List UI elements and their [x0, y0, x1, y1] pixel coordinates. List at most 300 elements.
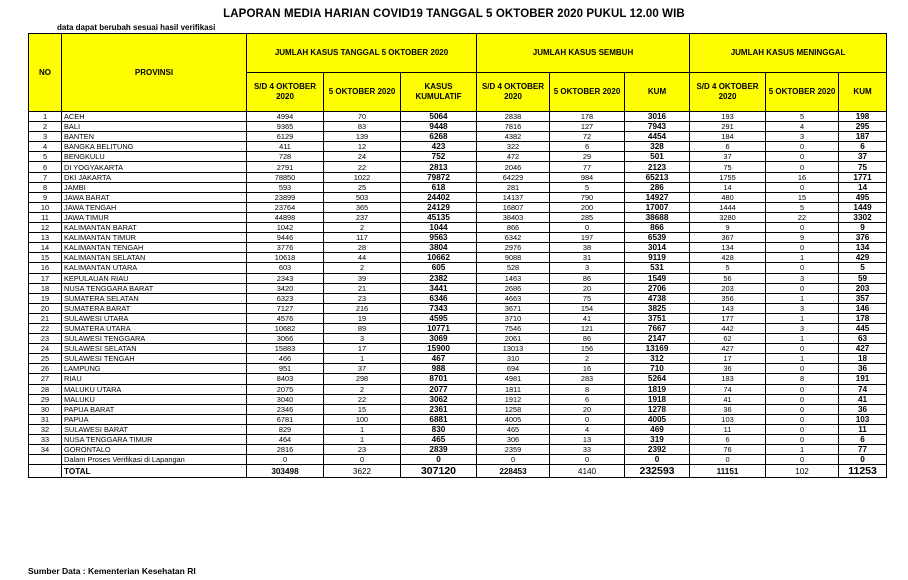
value-cell: 103	[690, 414, 766, 424]
table-row	[29, 394, 887, 404]
value-cell: 5064	[401, 112, 477, 122]
value-cell: 74	[690, 384, 766, 394]
value-cell: 72	[550, 132, 625, 142]
subheader-cell: 5 OKTOBER 2020	[550, 73, 625, 112]
value-cell: 16	[550, 364, 625, 374]
value-cell: 6	[690, 435, 766, 445]
value-cell: 298	[324, 374, 401, 384]
value-cell: 2061	[477, 334, 550, 344]
table-row	[29, 212, 887, 222]
table-row	[29, 132, 887, 142]
value-cell: 18	[839, 354, 887, 364]
value-cell: 283	[550, 374, 625, 384]
value-cell: 102	[766, 465, 839, 478]
value-cell: 3280	[690, 212, 766, 222]
value-cell: 694	[477, 364, 550, 374]
value-cell: 13169	[625, 344, 690, 354]
value-cell: 0	[766, 435, 839, 445]
value-cell: 20	[550, 404, 625, 414]
value-cell: 2077	[401, 384, 477, 394]
value-cell: 79872	[401, 172, 477, 182]
value-cell: 4	[550, 424, 625, 434]
value-cell: 36	[690, 404, 766, 414]
value-cell: 56	[690, 273, 766, 283]
value-cell: 117	[324, 233, 401, 243]
table-row	[29, 263, 887, 273]
value-cell: 4663	[477, 293, 550, 303]
value-cell: 31	[550, 253, 625, 263]
value-cell: 75	[839, 162, 887, 172]
province-cell: BENGKULU	[62, 152, 247, 162]
value-cell: 1022	[324, 172, 401, 182]
covid-report-table	[28, 33, 887, 478]
value-cell: 86	[550, 334, 625, 344]
province-cell: GORONTALO	[62, 445, 247, 455]
table-row	[29, 202, 887, 212]
value-cell: 605	[401, 263, 477, 273]
subheader-cell: S/D 4 OKTOBER 2020	[247, 73, 324, 112]
table-row	[29, 142, 887, 152]
value-cell: 3016	[625, 112, 690, 122]
row-number-cell: 9	[29, 192, 62, 202]
province-cell: NUSA TENGGARA TIMUR	[62, 435, 247, 445]
value-cell: 1	[324, 354, 401, 364]
province-cell: KALIMANTAN TIMUR	[62, 233, 247, 243]
table-row	[29, 334, 887, 344]
table-row	[29, 414, 887, 424]
value-cell: 2686	[477, 283, 550, 293]
table-row	[29, 223, 887, 233]
value-cell: 1549	[625, 273, 690, 283]
value-cell: 356	[690, 293, 766, 303]
table-row	[29, 162, 887, 172]
value-cell: 0	[550, 414, 625, 424]
value-cell: 41	[550, 313, 625, 323]
subheader-cell: S/D 4 OKTOBER 2020	[477, 73, 550, 112]
province-cell: KALIMANTAN BARAT	[62, 223, 247, 233]
value-cell: 23	[324, 293, 401, 303]
value-cell: 36	[839, 404, 887, 414]
value-cell: 1811	[477, 384, 550, 394]
value-cell: 1449	[839, 202, 887, 212]
value-cell: 36	[690, 364, 766, 374]
value-cell: 365	[324, 202, 401, 212]
value-cell: 0	[625, 455, 690, 465]
value-cell: 15883	[247, 344, 324, 354]
table-row	[29, 172, 887, 182]
value-cell: 0	[766, 152, 839, 162]
table-row	[29, 192, 887, 202]
value-cell: 19	[324, 313, 401, 323]
value-cell: 307120	[401, 465, 477, 478]
value-cell: 187	[839, 132, 887, 142]
value-cell: 0	[766, 263, 839, 273]
value-cell: 3441	[401, 283, 477, 293]
province-cell: JAWA BARAT	[62, 192, 247, 202]
row-number-cell: 4	[29, 142, 62, 152]
subheader-cell: KUM	[839, 73, 887, 112]
province-cell: SULAWESI SELATAN	[62, 344, 247, 354]
value-cell: 0	[766, 455, 839, 465]
value-cell: 5	[839, 263, 887, 273]
value-cell: 322	[477, 142, 550, 152]
value-cell: 2706	[625, 283, 690, 293]
value-cell: 78850	[247, 172, 324, 182]
value-cell: 178	[550, 112, 625, 122]
value-cell: 38688	[625, 212, 690, 222]
value-cell: 4994	[247, 112, 324, 122]
value-cell: 22	[324, 162, 401, 172]
value-cell: 3069	[401, 334, 477, 344]
value-cell: 177	[690, 313, 766, 323]
value-cell: 24129	[401, 202, 477, 212]
row-number-cell: 21	[29, 313, 62, 323]
value-cell: 495	[839, 192, 887, 202]
value-cell: 33	[550, 445, 625, 455]
value-cell: 2392	[625, 445, 690, 455]
value-cell: 11253	[839, 465, 887, 478]
value-cell: 1	[766, 313, 839, 323]
value-cell: 2359	[477, 445, 550, 455]
value-cell: 0	[766, 364, 839, 374]
value-cell: 17007	[625, 202, 690, 212]
province-cell: KALIMANTAN UTARA	[62, 263, 247, 273]
value-cell: 22	[766, 212, 839, 222]
value-cell: 134	[690, 243, 766, 253]
value-cell: 10618	[247, 253, 324, 263]
value-cell: 7546	[477, 323, 550, 333]
value-cell: 2813	[401, 162, 477, 172]
value-cell: 3710	[477, 313, 550, 323]
value-cell: 285	[550, 212, 625, 222]
value-cell: 2791	[247, 162, 324, 172]
value-cell: 44898	[247, 212, 324, 222]
value-cell: 2075	[247, 384, 324, 394]
value-cell: 1463	[477, 273, 550, 283]
value-cell: 8701	[401, 374, 477, 384]
value-cell: 1	[324, 424, 401, 434]
value-cell: 237	[324, 212, 401, 222]
value-cell: 427	[690, 344, 766, 354]
value-cell: 7127	[247, 303, 324, 313]
value-cell: 146	[839, 303, 887, 313]
value-cell: 70	[324, 112, 401, 122]
value-cell: 312	[625, 354, 690, 364]
value-cell: 1	[766, 354, 839, 364]
province-cell: RIAU	[62, 374, 247, 384]
value-cell: 3	[766, 303, 839, 313]
value-cell: 0	[766, 162, 839, 172]
value-cell: 127	[550, 122, 625, 132]
value-cell: 38403	[477, 212, 550, 222]
row-number-cell: 30	[29, 404, 62, 414]
value-cell: 22	[324, 394, 401, 404]
value-cell: 1	[324, 435, 401, 445]
value-cell: 6342	[477, 233, 550, 243]
value-cell: 2382	[401, 273, 477, 283]
value-cell: 0	[477, 455, 550, 465]
value-cell: 1918	[625, 394, 690, 404]
table-row	[29, 243, 887, 253]
value-cell: 6	[839, 142, 887, 152]
province-cell: ACEH	[62, 112, 247, 122]
row-number-cell: 25	[29, 354, 62, 364]
value-cell: 0	[766, 384, 839, 394]
row-number-cell: 34	[29, 445, 62, 455]
value-cell: 4	[766, 122, 839, 132]
row-number-cell: 22	[29, 323, 62, 333]
value-cell: 467	[401, 354, 477, 364]
table-row	[29, 283, 887, 293]
province-cell: KALIMANTAN TENGAH	[62, 243, 247, 253]
value-cell: 15900	[401, 344, 477, 354]
value-cell: 0	[550, 223, 625, 233]
value-cell: 310	[477, 354, 550, 364]
value-cell: 469	[625, 424, 690, 434]
row-number-cell: 10	[29, 202, 62, 212]
value-cell: 2	[324, 384, 401, 394]
value-cell: 156	[550, 344, 625, 354]
value-cell: 5	[766, 202, 839, 212]
value-cell: 0	[766, 223, 839, 233]
value-cell: 9	[839, 223, 887, 233]
province-cell: NUSA TENGGARA BARAT	[62, 283, 247, 293]
value-cell: 5	[690, 263, 766, 273]
value-cell: 1	[766, 445, 839, 455]
value-cell: 465	[477, 424, 550, 434]
value-cell: 3804	[401, 243, 477, 253]
value-cell: 0	[766, 182, 839, 192]
value-cell: 23	[324, 445, 401, 455]
value-cell: 466	[247, 354, 324, 364]
value-cell: 154	[550, 303, 625, 313]
value-cell: 0	[401, 455, 477, 465]
value-cell: 3420	[247, 283, 324, 293]
value-cell: 45135	[401, 212, 477, 222]
table-row	[29, 364, 887, 374]
value-cell: 2361	[401, 404, 477, 414]
value-cell: 197	[550, 233, 625, 243]
value-cell: 17	[324, 344, 401, 354]
value-cell: 5264	[625, 374, 690, 384]
verification-note: data dapat berubah sesuai hasil verifikasi	[57, 23, 216, 32]
row-number-cell: 14	[29, 243, 62, 253]
value-cell: 21	[324, 283, 401, 293]
value-cell: 41	[690, 394, 766, 404]
value-cell: 25	[324, 182, 401, 192]
value-cell: 3014	[625, 243, 690, 253]
table-row	[29, 112, 887, 122]
subheader-cell: S/D 4 OKTOBER 2020	[690, 73, 766, 112]
value-cell: 2123	[625, 162, 690, 172]
value-cell: 28	[324, 243, 401, 253]
value-cell: 8	[550, 384, 625, 394]
table-row	[29, 152, 887, 162]
value-cell: 951	[247, 364, 324, 374]
value-cell: 6539	[625, 233, 690, 243]
value-cell: 8	[766, 374, 839, 384]
value-cell: 5	[766, 112, 839, 122]
total-row	[29, 465, 887, 478]
value-cell: 10771	[401, 323, 477, 333]
value-cell: 6781	[247, 414, 324, 424]
value-cell: 9563	[401, 233, 477, 243]
value-cell: 3671	[477, 303, 550, 313]
value-cell: 9088	[477, 253, 550, 263]
value-cell: 0	[766, 243, 839, 253]
value-cell: 1	[766, 253, 839, 263]
value-cell: 3	[324, 334, 401, 344]
table-row	[29, 122, 887, 132]
value-cell: 3302	[839, 212, 887, 222]
value-cell: 3825	[625, 303, 690, 313]
value-cell: 2839	[401, 445, 477, 455]
header-provinsi: PROVINSI	[62, 34, 247, 112]
value-cell: 411	[247, 142, 324, 152]
table-row	[29, 313, 887, 323]
value-cell: 193	[690, 112, 766, 122]
province-cell: JAWA TENGAH	[62, 202, 247, 212]
row-number-cell: 23	[29, 334, 62, 344]
header-group-kasus: JUMLAH KASUS TANGGAL 5 OKTOBER 2020	[247, 34, 477, 73]
value-cell: 7343	[401, 303, 477, 313]
province-cell: SULAWESI TENGGARA	[62, 334, 247, 344]
value-cell: 9119	[625, 253, 690, 263]
province-cell: Dalam Proses Verifikasi di Lapangan	[62, 455, 247, 465]
province-cell: JAMBI	[62, 182, 247, 192]
value-cell: 4738	[625, 293, 690, 303]
table-row	[29, 323, 887, 333]
value-cell: 0	[766, 404, 839, 414]
subheader-cell: 5 OKTOBER 2020	[766, 73, 839, 112]
value-cell: 528	[477, 263, 550, 273]
value-cell: 1258	[477, 404, 550, 414]
row-number-cell: 28	[29, 384, 62, 394]
value-cell: 39	[324, 273, 401, 283]
province-cell: SUMATERA BARAT	[62, 303, 247, 313]
row-number-cell: 2	[29, 122, 62, 132]
province-cell: KEPULAUAN RIAU	[62, 273, 247, 283]
value-cell: 829	[247, 424, 324, 434]
value-cell: 4981	[477, 374, 550, 384]
value-cell: 59	[839, 273, 887, 283]
value-cell: 134	[839, 243, 887, 253]
value-cell: 103	[839, 414, 887, 424]
value-cell: 139	[324, 132, 401, 142]
value-cell: 328	[625, 142, 690, 152]
province-cell: PAPUA	[62, 414, 247, 424]
value-cell: 37	[690, 152, 766, 162]
province-cell: SUMATERA SELATAN	[62, 293, 247, 303]
table-row	[29, 435, 887, 445]
value-cell: 472	[477, 152, 550, 162]
value-cell: 15	[324, 404, 401, 414]
value-cell: 10662	[401, 253, 477, 263]
value-cell: 14137	[477, 192, 550, 202]
value-cell: 2	[324, 223, 401, 233]
value-cell: 65213	[625, 172, 690, 182]
value-cell: 44	[324, 253, 401, 263]
value-cell: 64229	[477, 172, 550, 182]
value-cell: 0	[766, 142, 839, 152]
value-cell: 6881	[401, 414, 477, 424]
value-cell: 3062	[401, 394, 477, 404]
value-cell: 13	[550, 435, 625, 445]
value-cell: 100	[324, 414, 401, 424]
value-cell: 291	[690, 122, 766, 132]
value-cell: 76	[690, 445, 766, 455]
value-cell: 3	[766, 273, 839, 283]
province-cell: JAWA TIMUR	[62, 212, 247, 222]
row-number-cell: 1	[29, 112, 62, 122]
value-cell: 2	[324, 263, 401, 273]
value-cell: 1042	[247, 223, 324, 233]
value-cell: 1	[766, 293, 839, 303]
value-cell: 1912	[477, 394, 550, 404]
table-row	[29, 445, 887, 455]
province-cell: SUMATERA UTARA	[62, 323, 247, 333]
value-cell: 6323	[247, 293, 324, 303]
value-cell: 6	[690, 142, 766, 152]
value-cell: 1819	[625, 384, 690, 394]
value-cell: 1755	[690, 172, 766, 182]
value-cell: 77	[839, 445, 887, 455]
province-cell: DKI JAKARTA	[62, 172, 247, 182]
value-cell: 37	[839, 152, 887, 162]
value-cell: 4595	[401, 313, 477, 323]
value-cell: 4382	[477, 132, 550, 142]
value-cell: 501	[625, 152, 690, 162]
value-cell: 7943	[625, 122, 690, 132]
value-cell: 11	[839, 424, 887, 434]
subheader-cell: KASUS KUMULATIF	[401, 73, 477, 112]
value-cell: 0	[766, 414, 839, 424]
province-cell: BANGKA BELITUNG	[62, 142, 247, 152]
value-cell: 23899	[247, 192, 324, 202]
value-cell: 14927	[625, 192, 690, 202]
value-cell: 0	[247, 455, 324, 465]
value-cell: 4005	[477, 414, 550, 424]
subheader-cell: 5 OKTOBER 2020	[324, 73, 401, 112]
value-cell: 203	[839, 283, 887, 293]
table-row	[29, 233, 887, 243]
value-cell: 183	[690, 374, 766, 384]
row-number-cell: 7	[29, 172, 62, 182]
value-cell: 11151	[690, 465, 766, 478]
value-cell: 423	[401, 142, 477, 152]
value-cell: 4140	[550, 465, 625, 478]
value-cell: 0	[690, 455, 766, 465]
value-cell: 37	[324, 364, 401, 374]
row-number-cell: 15	[29, 253, 62, 263]
value-cell: 75	[690, 162, 766, 172]
table-row	[29, 344, 887, 354]
value-cell: 14	[839, 182, 887, 192]
value-cell: 216	[324, 303, 401, 313]
table-row	[29, 455, 887, 465]
province-cell: BALI	[62, 122, 247, 132]
table-row	[29, 424, 887, 434]
value-cell: 1444	[690, 202, 766, 212]
value-cell: 428	[690, 253, 766, 263]
row-number-cell: 27	[29, 374, 62, 384]
value-cell: 12	[324, 142, 401, 152]
province-cell: KALIMANTAN SELATAN	[62, 253, 247, 263]
value-cell: 984	[550, 172, 625, 182]
province-cell: SULAWESI TENGAH	[62, 354, 247, 364]
table-row	[29, 354, 887, 364]
row-number-cell: 16	[29, 263, 62, 273]
